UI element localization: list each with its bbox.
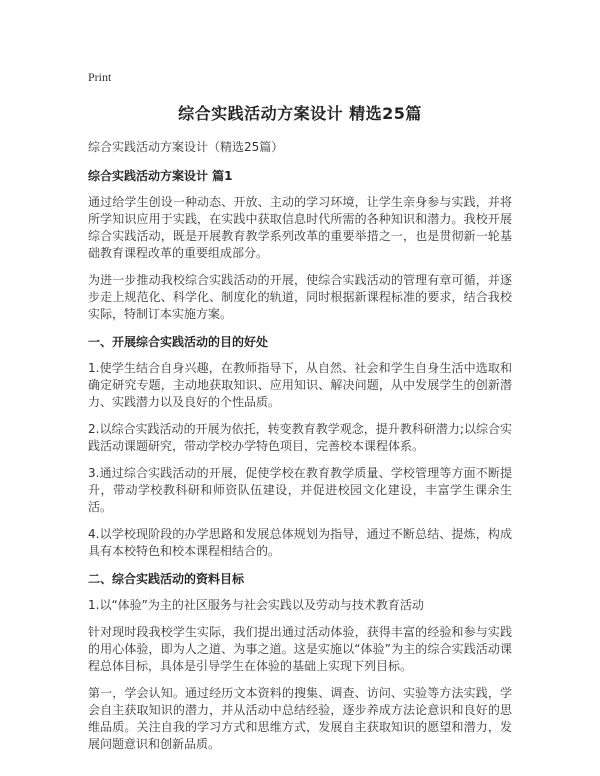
content-item-1: 1.以“体验”为主的社区服务与社会实践以及劳动与技术教育活动 <box>88 598 424 612</box>
goal-item-2: 2.以综合实践活动的开展为依托，转变教育教学观念，提升教科研潜力;以综合实践活动课题研究，带动学校办学特色项目，完善校本课程体系。 <box>88 422 512 453</box>
content-paragraph-1: 针对现时段我校学生实际，我们提出通过活动体验，获得丰富的经验和参与实践的用心体验，即为人之道、为事之道。这是实施以“体验”为主的综合实践活动课程总体目标，具体是引导学生在体验的基础上实现下列目标。 <box>88 625 512 673</box>
goal-item-4: 4.以学校现阶段的办学思路和发展总体规划为指导，通过不断总结、提炼，构成具有本校特色和校本课程相结合的。 <box>88 527 512 558</box>
paragraph-purpose: 为进一步推动我校综合实践活动的开展，使综合实践活动的管理有章可循，并逐步走上规范化、科学化、制度化的轨道，同时根据新课程标准的要求，结合我校实际，特制订本实施方案。 <box>88 273 512 321</box>
document-subtitle: 综合实践活动方案设计（精选25篇） <box>88 140 284 154</box>
goal-item-3: 3.通过综合实践活动的开展，促使学校在教育教学质量、学校管理等方面不断提升，带动学校教科研和师资队伍建设，并促进校园文化建设，丰富学生课余生活。 <box>88 466 512 514</box>
section-heading-1: 综合实践活动方案设计 篇1 <box>88 169 233 183</box>
content-paragraph-2: 第一，学会认知。通过经历文本资料的搜集、调查、访问、实验等方法实践，学会自主获取知识的潜力，并从活动中总结经验，逐步养成方法论意识和良好的思维品质。关注自我的学习方式和思维方式，发展自主获取知识的愿望和潜力，发展问题意识和创新品质。 <box>88 686 512 751</box>
paragraph-intro: 通过给学生创设一种动态、开放、主动的学习环境，让学生亲身参与实践，并将所学知识应用于实践，在实践中获取信息时代所需的各种知识和潜力。我校开展综合实践活动，既是开展教育教学系列改革的重要举措之一，也是贯彻新一轮基础教育课程改革的重要组成部分。 <box>88 195 512 260</box>
print-link[interactable]: Print <box>88 70 112 84</box>
section-heading-goals: 一、开展综合实践活动的目的好处 <box>88 335 269 349</box>
section-heading-content: 二、综合实践活动的资料目标 <box>88 572 245 586</box>
page-title: 综合实践活动方案设计 精选25篇 <box>178 104 422 123</box>
goal-item-1: 1.使学生结合自身兴趣，在教师指导下，从自然、社会和学生自身生活中选取和确定研究专题，主动地获取知识、应用知识、解决问题，从中发展学生的创新潜力、实践潜力以及良好的个性品质。 <box>88 361 512 409</box>
